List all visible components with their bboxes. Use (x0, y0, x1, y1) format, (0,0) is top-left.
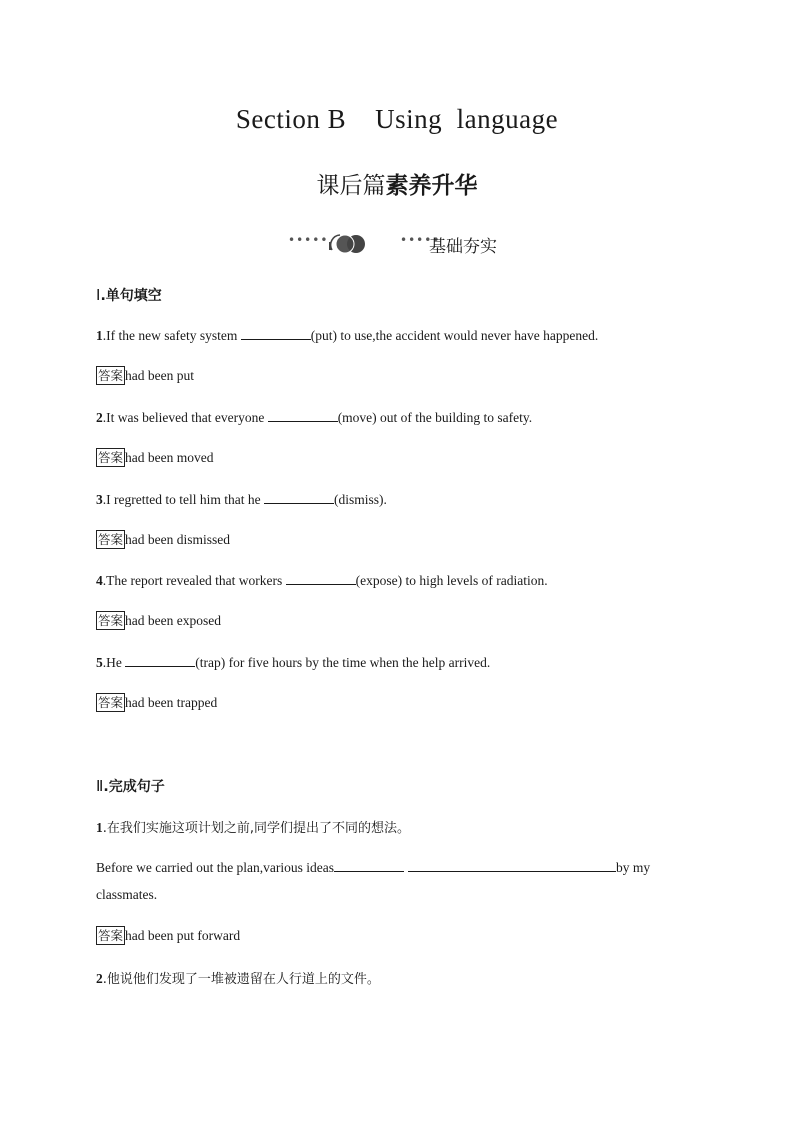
question-number: 2 (96, 410, 103, 425)
answer-text: had been moved (125, 449, 214, 465)
sentence-1-english (96, 859, 650, 876)
page-title: Section B Using language (235, 104, 559, 134)
sentence-text-after: by my (616, 860, 651, 875)
section-heading-1 (96, 285, 162, 305)
answer-blank (268, 409, 338, 422)
question-4 (96, 572, 548, 589)
answer-4 (96, 611, 221, 630)
answer-tag: 答案 (98, 928, 124, 943)
answer-blank (286, 572, 356, 585)
chinese-prompt: .他说他们发现了一堆被遗留在人行道上的文件。 (102, 972, 380, 987)
section-title: .完成句子 (103, 779, 165, 795)
answer-1 (96, 366, 194, 385)
answer-tag: 答案 (98, 613, 124, 628)
subtitle-bold: 素养升华 (385, 173, 478, 199)
chinese-prompt: .在我们实施这项计划之前,同学们提出了不同的想法。 (102, 821, 411, 836)
answer-s1 (96, 926, 240, 945)
answer-5 (96, 693, 217, 712)
answer-tag: 答案 (98, 450, 124, 465)
answer-text: had been dismissed (125, 531, 230, 547)
double-circle-emblem-icon (322, 230, 372, 256)
question-text-before: .It was believed that everyone (102, 410, 268, 425)
sentence-continuation: classmates. (96, 887, 158, 902)
question-text-after: (dismiss). (333, 492, 387, 507)
question-text-after: (move) out of the building to safety. (337, 410, 533, 425)
question-text-after: (trap) for five hours by the time when the help arrived. (195, 655, 491, 670)
answer-text: had been put (125, 367, 194, 383)
answer-blank (241, 327, 311, 340)
sentence-2-prompt (96, 968, 380, 987)
question-text-after: (expose) to high levels of radiation. (355, 573, 548, 588)
answer-text: had been put forward (125, 927, 241, 943)
question-5 (96, 654, 490, 671)
question-number: 2 (96, 971, 103, 986)
sentence-1-continuation (96, 887, 157, 903)
question-1 (96, 327, 598, 344)
banner-dots-left: ••••• (288, 233, 329, 247)
section-banner (288, 230, 528, 256)
section-numeral: Ⅰ (96, 288, 101, 304)
section-heading-2 (96, 776, 165, 796)
question-number: 3 (96, 492, 103, 507)
banner-label: 基础夯实 (429, 237, 497, 257)
question-number: 4 (96, 573, 103, 588)
answer-tag: 答案 (98, 695, 124, 710)
sentence-text-before: Before we carried out the plan,various ideas (96, 860, 335, 875)
answer-text: had been exposed (125, 612, 221, 628)
question-text-before: .I regretted to tell him that he (102, 492, 264, 507)
answer-tag: 答案 (98, 368, 124, 383)
answer-blank (334, 859, 404, 872)
question-text-after: (put) to use,the accident would never have happened. (310, 328, 599, 343)
answer-tag: 答案 (98, 532, 124, 547)
question-text-before: .He (102, 655, 126, 670)
question-3 (96, 491, 387, 508)
answer-blank (125, 654, 195, 667)
question-number: 1 (96, 328, 103, 343)
banner-dots-right: ••••• (400, 233, 441, 247)
question-text-before: .The report revealed that workers (102, 573, 286, 588)
answer-blank (264, 491, 334, 504)
answer-blank (408, 859, 616, 872)
subtitle-light: 课后篇 (316, 173, 386, 199)
question-number: 1 (96, 820, 103, 835)
question-2 (96, 409, 532, 426)
answer-text: had been trapped (125, 694, 218, 710)
page-subtitle (0, 167, 794, 200)
answer-2 (96, 448, 213, 467)
answer-3 (96, 530, 230, 549)
section-numeral: Ⅱ (96, 779, 104, 795)
sentence-1-prompt (96, 817, 410, 836)
question-number: 5 (96, 655, 103, 670)
question-text-before: .If the new safety system (102, 328, 241, 343)
section-title: .单句填空 (100, 288, 162, 304)
